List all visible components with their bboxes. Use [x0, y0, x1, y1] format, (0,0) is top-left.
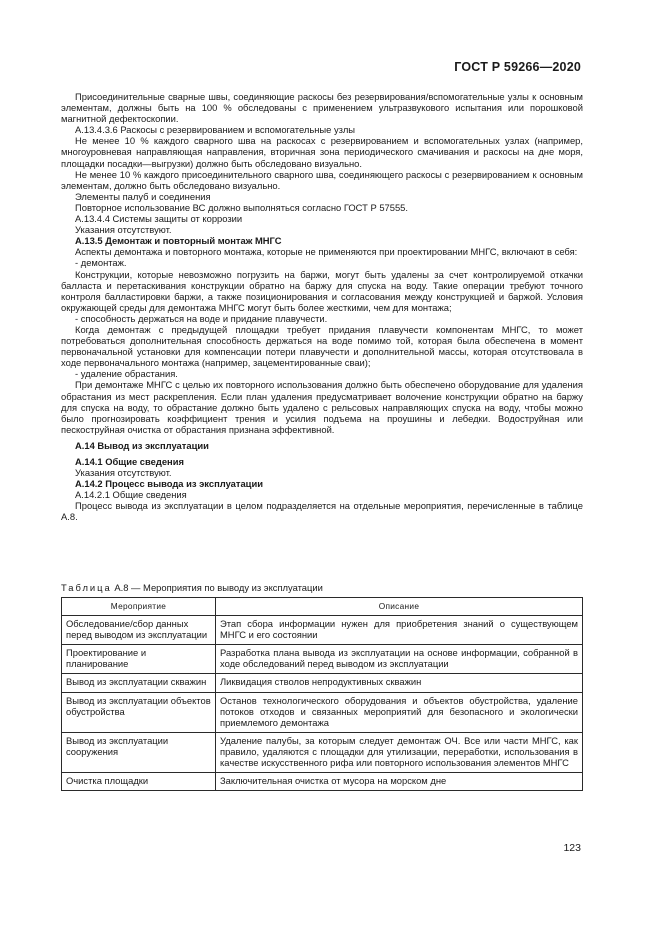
- body-text: [61, 91, 583, 523]
- section-heading: А.13.5 Демонтаж и повторный монтаж МНГС: [75, 235, 282, 247]
- cell-event: Проектирование и планирование: [62, 645, 216, 674]
- header-event: Мероприятие: [62, 598, 216, 616]
- document-standard-code: ГОСТ Р 59266—2020: [454, 60, 581, 74]
- table-row: [62, 645, 583, 674]
- cell-description: Останов технологического оборудования и объектов обустройства, удаление потоков отходов и связанных мероприятий для безопасного и экологически приемлемого демонтажа: [216, 692, 583, 732]
- list-item: - удаление обрастания.: [75, 368, 178, 380]
- paragraph: Аспекты демонтажа и повторного монтажа, которые не применяются при проектировании МНГС, включают в себя:: [75, 246, 578, 258]
- cell-description: Ликвидация стволов непродуктивных скважин: [216, 674, 583, 692]
- cell-event: Очистка площадки: [62, 773, 216, 791]
- cell-description: Удаление палубы, за которым следует демонтаж ОЧ. Все или части МНГС, как правило, удаляются с площадки для утилизации, переработки, использования в качестве искусственного рифа или повторного использования элементов МНГС: [216, 732, 583, 772]
- cell-event: Обследование/сбор данных перед выводом из эксплуатации: [62, 616, 216, 645]
- list-item: - демонтаж.: [75, 257, 127, 269]
- section-heading: А.14 Вывод из эксплуатации: [75, 439, 209, 451]
- paragraph: Не менее 10 % каждого сварного шва на раскосах с резервированием и вспомогательных узлах (например, многоуровневая направляющая направления, вторичная зона периодического смачивания и раскосы на дне моря, площадки посадки—выгрузки) должно быть обследовано визуально.: [61, 135, 583, 169]
- section-heading: А.14.1 Общие сведения: [75, 456, 184, 467]
- table-row: [62, 616, 583, 645]
- cell-description: Заключительная очистка от мусора на морском дне: [216, 773, 583, 791]
- subsection-heading: А.14.2.1 Общие сведения: [75, 489, 187, 501]
- table-row: [62, 773, 583, 791]
- section-heading: А.14.2 Процесс вывода из эксплуатации: [75, 478, 263, 490]
- paragraph: Присоединительные сварные швы, соединяющие раскосы без резервирования/вспомогательные узлы к основным элементам, должны быть на 100 % обследованы с применением ультразвукового испытания или порошковой магнитной дефектоскопии.: [61, 91, 583, 125]
- cell-description: Этап сбора информации нужен для приобретения знаний о существующем МНГС и его состоянии: [216, 616, 583, 645]
- paragraph: При демонтаже МНГС с целью их повторного использования должно быть обеспечено оборудование для удаления обрастания из мест раскрепления. Если план удаления предусматривает волочение конструкции обратно на баржу для спуска на воду, то обрастание должно быть удалено с рельсовых направляющих спуска на воду, чтобы можно было прогнозировать коэффициент трения и усилия подъема на проушины и лебедки. Водоструйная или пескоструйная очистка от обрастания признана эффективной.: [61, 379, 583, 435]
- cell-event: Вывод из эксплуатации сооружения: [62, 732, 216, 772]
- paragraph: Повторное использование ВС должно выполняться согласно ГОСТ Р 57555.: [75, 201, 409, 213]
- table-row: [62, 732, 583, 772]
- list-item: - способность держаться на воде и придание плавучести.: [75, 312, 328, 324]
- paragraph: Не менее 10 % каждого присоединительного сварного шва, соединяющего раскосы с резервированием к основным элементам, должно быть обследовано визуально.: [61, 168, 583, 191]
- cell-event: Вывод из эксплуатации объектов обустройства: [62, 692, 216, 732]
- table-caption: [61, 582, 323, 593]
- cell-event: Вывод из эксплуатации скважин: [62, 674, 216, 692]
- paragraph: Указания отсутствуют.: [75, 224, 172, 236]
- table-row: [62, 674, 583, 692]
- table-caption-title: А.8 — Мероприятия по выводу из эксплуатации: [111, 582, 323, 593]
- paragraph: Процесс вывода из эксплуатации в целом подразделяется на отдельные мероприятия, перечисленные в таблице А.8.: [61, 500, 583, 523]
- paragraph: Когда демонтаж с предыдущей площадки требует придания плавучести компонентам МНГС, то может потребоваться дополнительная способность держаться на воде помимо той, которая была обеспечена в момент первоначальной установки для компенсации потери плавучести и дополнительной массы, которая отсутствовала в ходе первоначального монтажа (например, зацементированные сваи);: [61, 323, 583, 369]
- subsection-heading: А.13.4.4 Системы защиты от коррозии: [75, 213, 243, 225]
- paragraph: Конструкции, которые невозможно погрузить на баржи, могут быть удалены за счет контролируемой откачки балласта и перетаскивания конструкции обратно на баржу для спуска на воду. Такие операции требуют точного контроля балластировки баржи, а также позиционирования и согласования между конструкцией и баржой. Условия окружающей среды для демонтажа МНГС могут быть более жесткими, чем для монтажа;: [61, 268, 583, 313]
- decommissioning-table: [61, 597, 583, 791]
- paragraph: Элементы палуб и соединения: [75, 190, 211, 202]
- table-caption-prefix: Таблица: [61, 582, 112, 593]
- table-header-row: [62, 598, 583, 616]
- table-row: [62, 692, 583, 732]
- header-description: Описание: [216, 598, 583, 616]
- page-number: 123: [563, 842, 581, 854]
- cell-description: Разработка плана вывода из эксплуатации на основе информации, собранной в ходе обследований перед выводом из эксплуатации: [216, 645, 583, 674]
- subsection-heading: А.13.4.3.6 Раскосы с резервированием и вспомогательные узлы: [75, 124, 356, 136]
- paragraph: Указания отсутствуют.: [75, 467, 172, 479]
